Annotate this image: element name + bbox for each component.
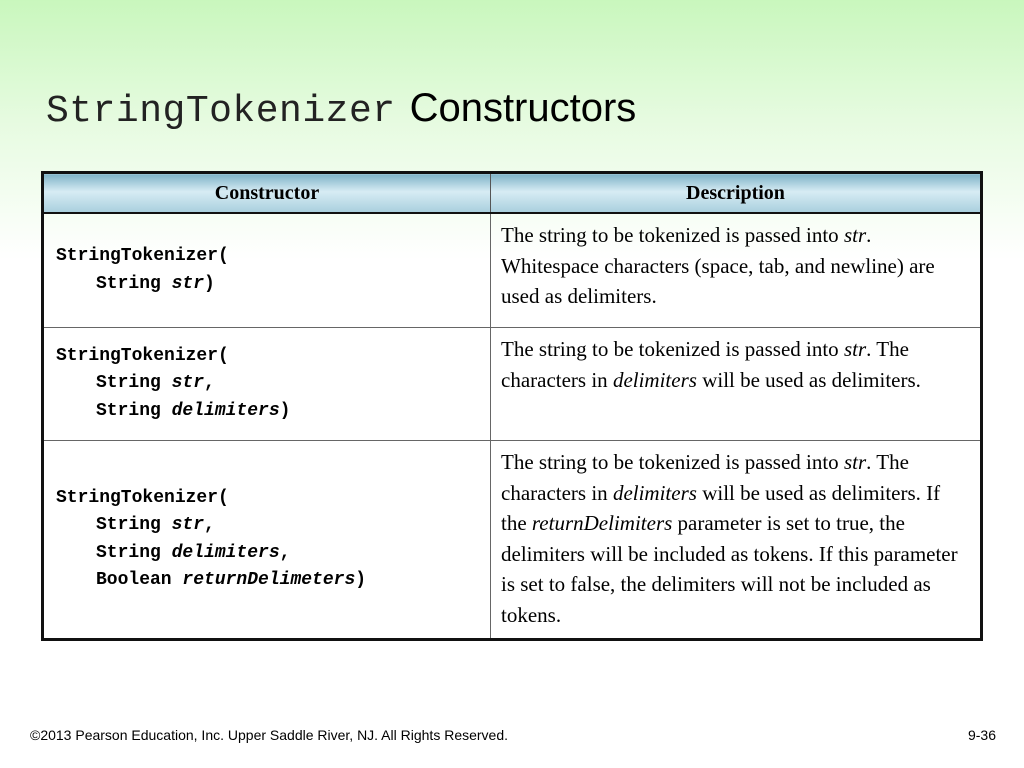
header-description: Description [491,173,982,214]
desc-text: will be used as delimiters. [696,367,921,392]
param-type: String [96,373,172,394]
code-line [56,512,478,540]
code-punct: , [204,373,215,394]
code-line [56,567,478,595]
param-type: String [96,273,172,294]
desc-text: will be used as delimiters. If the [501,480,941,535]
code-punct: , [279,542,291,563]
param-name: str [171,273,205,294]
code-line [56,540,478,568]
code-line [56,370,478,398]
desc-italic: str [843,450,867,474]
param-name: delimiters [171,542,280,563]
param-name: str [171,373,205,394]
code-text: StringTokenizer( [56,246,229,266]
desc-italic: str [843,337,867,361]
code-line [56,485,478,513]
param-name: returnDelimeters [182,570,356,590]
desc-text: parameter is set to true, the delimiters will be included as tokens. If this parameter is set to false, the delimiters will not be included as tokens. [501,511,958,627]
table-row [43,328,982,441]
page-number: 9-36 [967,727,996,743]
param-type: String [96,515,172,535]
desc-italic: delimiters [612,367,697,392]
code-line [56,243,478,271]
description-cell [491,441,982,640]
desc-text: The string to be tokenized is passed into [501,337,844,361]
code-punct: , [204,515,215,535]
header-constructor: Constructor [43,173,491,214]
desc-text: . The characters in [501,337,909,392]
constructors-table [41,171,983,641]
desc-italic: str [843,223,867,247]
param-type: Boolean [96,570,183,590]
code-text: StringTokenizer( [56,487,229,508]
desc-italic: delimiters [612,480,697,505]
constructor-cell [43,441,491,640]
table-header-row [43,173,982,214]
param-name: delimiters [171,400,280,421]
desc-text: The string to be tokenized is passed into [501,450,844,474]
code-line [56,271,478,299]
code-line [56,343,478,371]
description-cell [491,328,982,441]
constructor-cell [43,213,491,328]
param-name: str [171,515,205,535]
desc-text: The string to be tokenized is passed into [501,223,844,247]
code-punct: ) [355,570,367,590]
table-row [43,441,982,640]
title-class-name: StringTokenizer [46,90,396,133]
copyright-text: ©2013 Pearson Education, Inc. Upper Saddle River, NJ. All Rights Reserved. [30,727,509,743]
code-punct: ) [204,273,215,294]
slide-title [46,86,636,146]
description-cell [491,213,982,328]
constructor-cell [43,328,491,441]
param-type: String [96,542,172,563]
param-type: String [96,400,172,421]
code-punct: ) [279,400,291,421]
code-text: StringTokenizer( [56,345,229,366]
table-row [43,213,982,328]
title-text: Constructors [409,86,637,130]
code-line [56,398,478,426]
desc-text: . Whitespace characters (space, tab, and newline) are used as delimiters. [501,223,935,308]
desc-text: . The characters in [501,450,909,505]
desc-italic: returnDelimiters [531,511,673,535]
